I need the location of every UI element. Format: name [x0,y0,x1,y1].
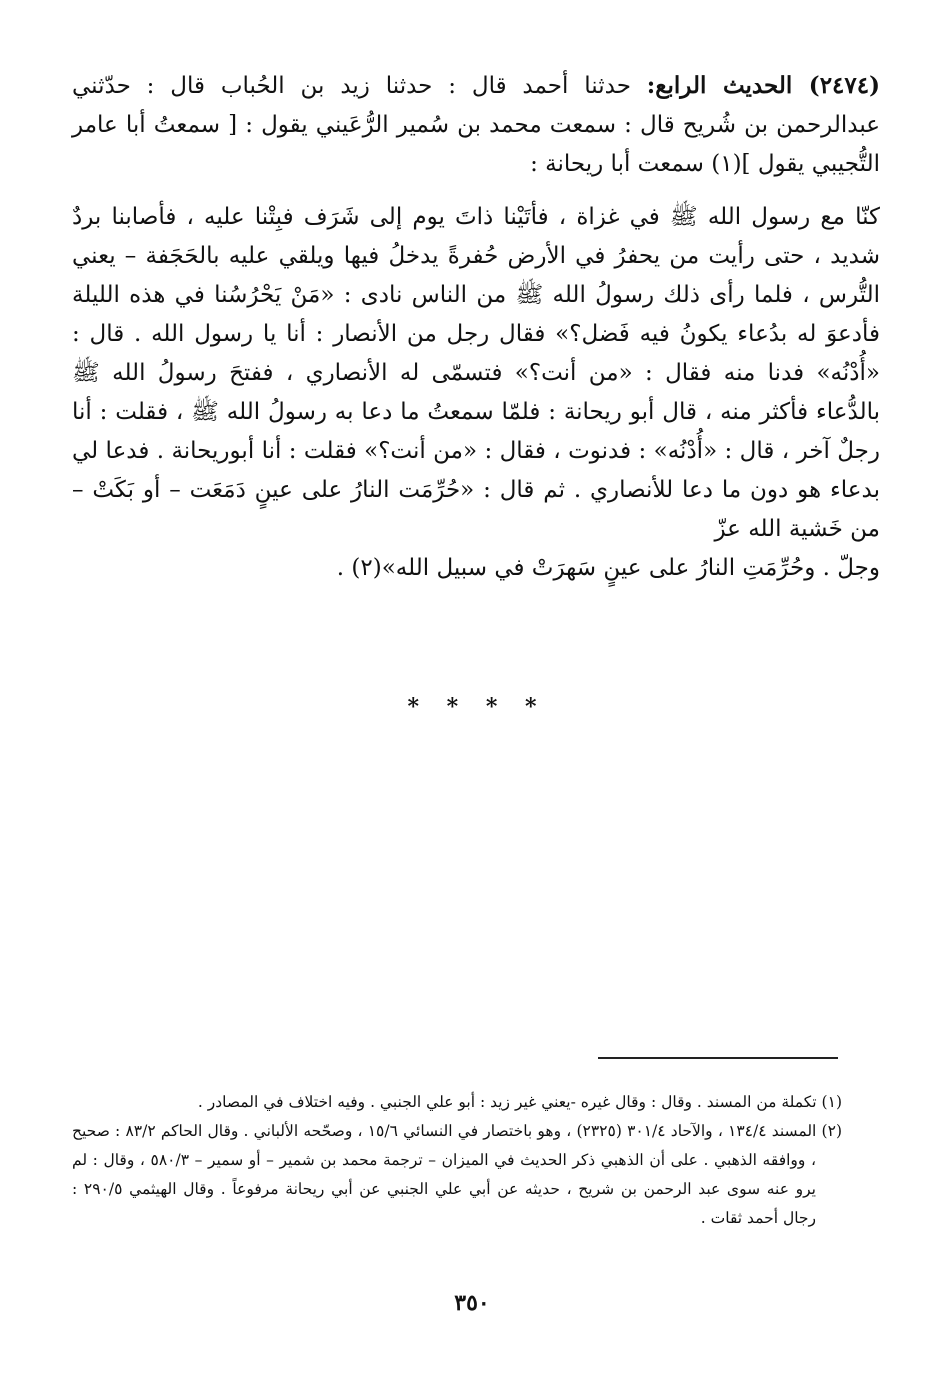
footnote-1: (١) تكملة من المسند . وقال : وقال غيره -يعني غير زيد : أبو علي الجنبي . وفيه اختلاف في المصادر . [197,1093,842,1111]
footnotes-block [72,1088,842,1233]
section-separator: * * * * [407,694,537,720]
hadith-intro-paragraph [72,66,880,184]
footnote-rule [598,1057,838,1059]
hadith-body-ending: وجلّ . وحُرِّمَتِ النارُ على عينٍ سَهرَتْ في سبيل الله»(٢) . [336,555,880,581]
hadith-heading: (٢٤٧٤) الحديث الرابع: [646,72,881,99]
hadith-isnad: حدثنا أحمد قال : حدثنا زيد بن الحُباب قال : حدّثني عبدالرحمن بن شُريح قال : سمعت محمد بن سُمير الرُّعَيني يقول : [ سمعتُ أبا عامر التُّجيبي يقول ](١) سمعت أبا ريحانة : [72,73,880,177]
hadith-text-block [72,66,880,588]
footnote-2: (٢) المسند ١٣٤/٤ ، والآحاد ٣٠١/٤ (٢٣٢٥) ، وهو باختصار في النسائي ١٥/٦ ، وصحّحه الألباني . وقال الحاكم ٨٣/٢ : صحيح ، ووافقه الذهبي . على أن الذهبي ذكر الحديث في الميزان – ترجمة محمد بن شمير – أو سمير – ٥٨٠/٣ ، وقال : لم يرو عنه سوى عبد الرحمن بن شريح ، حديثه عن أبي علي الجنبي عن أبي ريحانة مرفوعاً . وقال الهيثمي ٢٩٠/٥ : رجال أحمد ثقات . [72,1122,842,1227]
page-number: ٣٥٠ [454,1290,490,1316]
hadith-body-paragraph: كنّا مع رسول الله ﷺ في غزاة ، فأتَيْنا ذاتَ يوم إلى شَرَف فبِتْنا عليه ، فأصابنا بردٌ شديد ، حتى رأيت من يحفرُ في الأرض حُفرةً يدخلُ فيها ويلقي عليه بالحَجَفة – يعني التُّرس ، فلما رأى ذلك رسولُ الله ﷺ من الناس نادى : «مَنْ يَحْرُسُنا في هذه الليلة فأدعوَ له بدُعاء يكونُ فيه فَضل؟» فقال رجل من الأنصار : أنا يا رسول الله . قال : «أُدْنُه» فدنا منه فقال : «من أنت؟» فتسمّى له الأنصاري ، ففتحَ رسولُ الله ﷺ بالدُّعاء فأكثر منه ، قال أبو ريحانة : فلمّا سمعتُ ما دعا به رسولُ الله ﷺ ، فقلت : أنا رجلٌ آخر ، قال : «أُدْنُه» : فدنوت ، فقال : «من أنت؟» فقلت : أنا أبوريحانة . فدعا لي بدعاء هو دون ما دعا للأنصاري . ثم قال : «حُرِّمَت النارُ على عينٍ دَمَعَت – أو بَكَتْ – من خَشية الله عزّ [72,204,880,542]
